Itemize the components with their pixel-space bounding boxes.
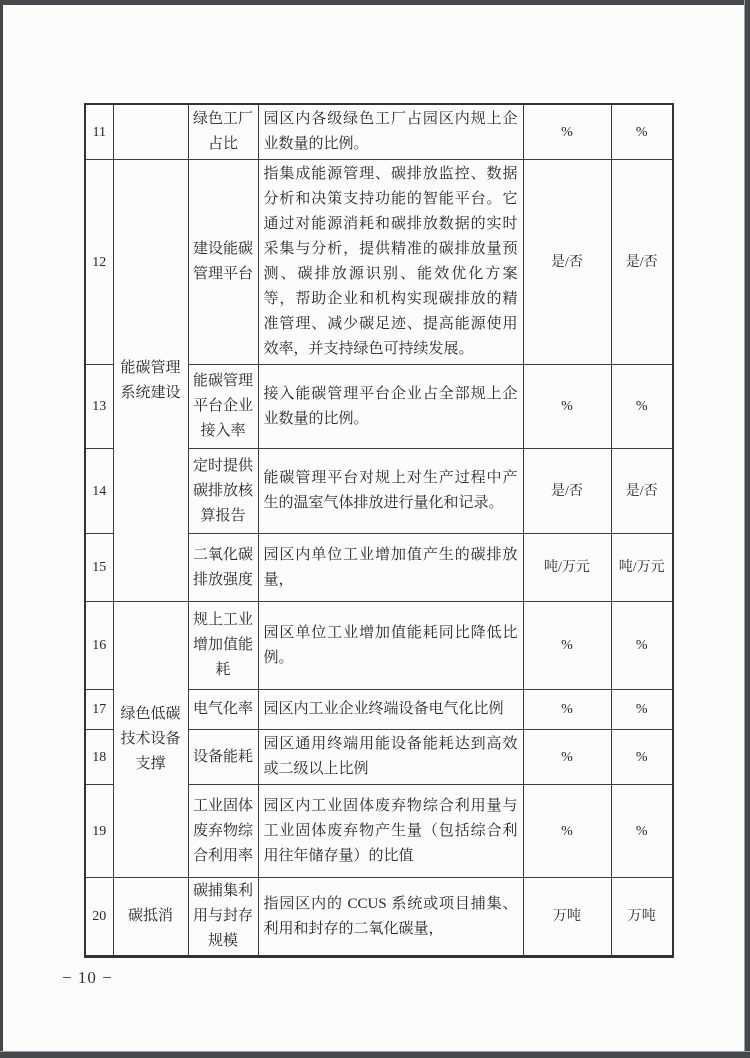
indicator-cell: 定时提供碳排放核算报告 <box>188 449 258 534</box>
description-cell: 园区内工业固体废弃物综合利用量与工业固体废弃物产生量（包括综合利用往年储存量）的比值 <box>258 785 523 878</box>
row-number-cell: 14 <box>85 449 113 534</box>
unit-cell-1: 万吨 <box>523 878 611 957</box>
description-cell: 接入能碳管理平台企业占全部规上企业数量的比例。 <box>258 365 523 449</box>
indicator-cell: 二氧化碳排放强度 <box>188 534 258 602</box>
description-cell: 园区内各级绿色工厂占园区内规上企业数量的比例。 <box>258 104 523 160</box>
description-cell: 园区通用终端用能设备能耗达到高效或二级以上比例 <box>258 730 523 785</box>
unit-cell-2: % <box>611 104 673 160</box>
unit-cell-2: 万吨 <box>611 878 673 957</box>
unit-cell-1: % <box>523 602 611 690</box>
unit-cell-1: 是/否 <box>523 449 611 534</box>
unit-cell-1: 是/否 <box>523 160 611 365</box>
category-cell: 碳抵消 <box>113 878 188 957</box>
unit-cell-2: 吨/万元 <box>611 534 673 602</box>
row-number-cell: 20 <box>85 878 113 957</box>
row-number-cell: 17 <box>85 690 113 730</box>
row-number-cell: 18 <box>85 730 113 785</box>
scan-edge-top <box>0 0 750 5</box>
unit-cell-1: 吨/万元 <box>523 534 611 602</box>
indicator-cell: 碳捕集利用与封存规模 <box>188 878 258 957</box>
scan-edge-bottom <box>0 1051 750 1058</box>
unit-cell-1: % <box>523 365 611 449</box>
description-cell: 园区内单位工业增加值产生的碳排放量， <box>258 534 523 602</box>
table-row <box>85 160 673 365</box>
indicator-cell: 规上工业增加值能耗 <box>188 602 258 690</box>
description-cell: 指集成能源管理、碳排放监控、数据分析和决策支持功能的智能平台。它通过对能源消耗和碳排放数据的实时采集与分析，提供精准的碳排放量预测、碳排放源识别、能效优化方案等，帮助企业和机构实现碳排放的精准管理、减少碳足迹、提高能源使用效率，并支持绿色可持续发展。 <box>258 160 523 365</box>
indicator-cell: 设备能耗 <box>188 730 258 785</box>
category-cell <box>113 104 188 160</box>
unit-cell-1: % <box>523 104 611 160</box>
row-number-cell: 19 <box>85 785 113 878</box>
indicator-cell: 建设能碳管理平台 <box>188 160 258 365</box>
scan-edge-left <box>0 0 3 1058</box>
row-number-cell: 11 <box>85 104 113 160</box>
indicator-table <box>84 103 674 958</box>
table-row <box>85 104 673 160</box>
unit-cell-2: 是/否 <box>611 160 673 365</box>
indicator-cell: 能碳管理平台企业接入率 <box>188 365 258 449</box>
unit-cell-2: 是/否 <box>611 449 673 534</box>
description-cell: 指园区内的 CCUS 系统或项目捕集、利用和封存的二氧化碳量， <box>258 878 523 957</box>
row-number-cell: 15 <box>85 534 113 602</box>
unit-cell-2: % <box>611 730 673 785</box>
row-number-cell: 13 <box>85 365 113 449</box>
table-row <box>85 602 673 690</box>
description-cell: 园区内工业企业终端设备电气化比例 <box>258 690 523 730</box>
page-number: − 10 − <box>62 968 113 987</box>
scan-edge-right <box>744 0 750 1058</box>
unit-cell-2: % <box>611 690 673 730</box>
unit-cell-1: % <box>523 690 611 730</box>
category-cell: 绿色低碳技术设备支撑 <box>113 602 188 878</box>
indicator-cell: 工业固体废弃物综合利用率 <box>188 785 258 878</box>
indicator-cell: 电气化率 <box>188 690 258 730</box>
unit-cell-1: % <box>523 730 611 785</box>
description-cell: 能碳管理平台对规上对生产过程中产生的温室气体排放进行量化和记录。 <box>258 449 523 534</box>
unit-cell-2: % <box>611 365 673 449</box>
unit-cell-2: % <box>611 785 673 878</box>
category-cell: 能碳管理系统建设 <box>113 160 188 602</box>
row-number-cell: 12 <box>85 160 113 365</box>
indicator-cell: 绿色工厂占比 <box>188 104 258 160</box>
unit-cell-2: % <box>611 602 673 690</box>
description-cell: 园区单位工业增加值能耗同比降低比例。 <box>258 602 523 690</box>
unit-cell-1: % <box>523 785 611 878</box>
row-number-cell: 16 <box>85 602 113 690</box>
table-row <box>85 878 673 957</box>
